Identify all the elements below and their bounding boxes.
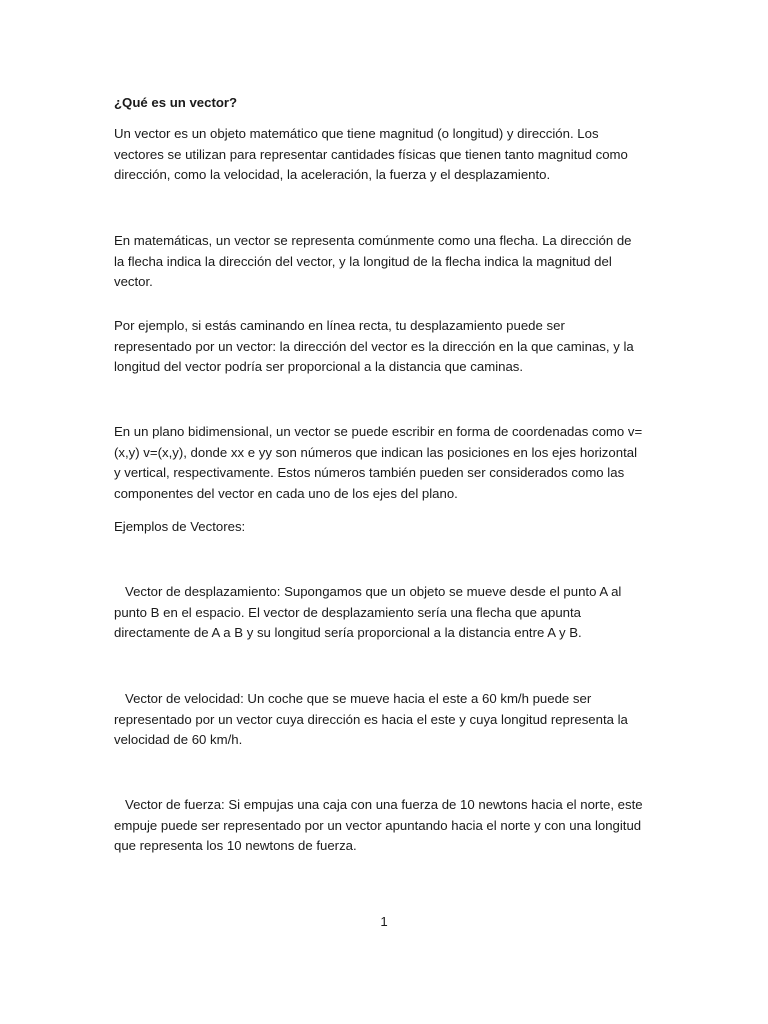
- paragraph-walking-example: Por ejemplo, si estás caminando en línea recta, tu desplazamiento puede ser representado por un vector: la dirección del vector es la dirección en la que caminas, y la longitud del vector podría ser proporcional a la distancia que caminas.: [114, 318, 634, 375]
- document-title: ¿Qué es un vector?: [114, 95, 238, 110]
- paragraph-definition: Un vector es un objeto matemático que tiene magnitud (o longitud) y dirección. Los vectores se utilizan para representar cantidades físicas que tienen tanto magnitud como dirección, como la velocidad, la aceleración, la fuerza y el desplazamiento.: [114, 126, 628, 183]
- example-velocity-vector: Vector de velocidad: Un coche que se mueve hacia el este a 60 km/h puede ser representado por un vector cuya dirección es hacia el este y cuya longitud representa la velocidad de 60 km/h.: [114, 691, 628, 748]
- example-force-vector: Vector de fuerza: Si empujas una caja con una fuerza de 10 newtons hacia el norte, este empuje puede ser representado por un vector apuntando hacia el norte y con una longitud que representa los 10 newtons de fuerza.: [114, 797, 643, 854]
- paragraph-arrow-representation: En matemáticas, un vector se representa comúnmente como una flecha. La dirección de la flecha indica la dirección del vector, y la longitud de la flecha indica la magnitud del vector.: [114, 233, 632, 290]
- paragraph-coordinates: En un plano bidimensional, un vector se puede escribir en forma de coordenadas como v=(x,y) v=(x,y), donde xx e yy son números que indican las posiciones en los ejes horizontal y vertical, respectivamente. Estos números también pueden ser considerados como las componentes del vector en cada uno de los ejes del plano.: [114, 424, 643, 501]
- example-displacement-vector: Vector de desplazamiento: Supongamos que un objeto se mueve desde el punto A al punto B en el espacio. El vector de desplazamiento sería una flecha que apunta directamente de A a B y su longitud sería proporcional a la distancia entre A y B.: [114, 584, 622, 641]
- examples-heading: Ejemplos de Vectores:: [114, 519, 246, 534]
- page-number: 1: [380, 914, 388, 929]
